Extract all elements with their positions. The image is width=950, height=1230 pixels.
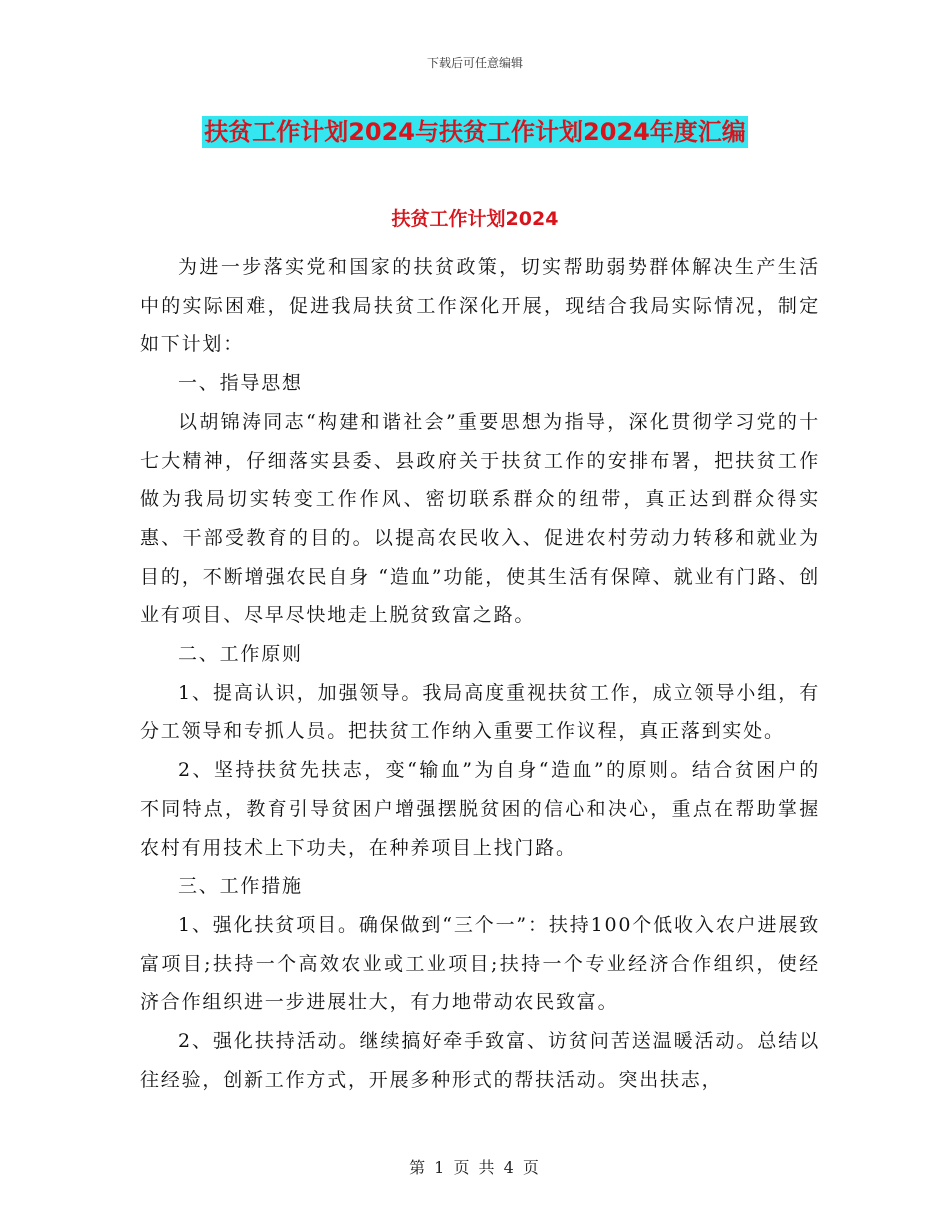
paragraph: 1、强化扶贫项目。确保做到“三个一”：扶持100个低收入农户进展致富项目;扶持一个高效农业或工业项目;扶持一个专业经济合作组织，使经济合作组织进一步进展壮大，有力地带动农民致富。 — [140, 913, 820, 1014]
paragraph: 以胡锦涛同志“构建和谐社会”重要思想为指导，深化贯彻学习党的十七大精神，仔细落实县委、县政府关于扶贫工作的安排布署，把扶贫工作做为我局切实转变工作作风、密切联系群众的纽带，真正达到群众得实惠、干部受教育的目的。以提高农民收入、促进农村劳动力转移和就业为目的，不断增强农民自身 “造血”功能，使其生活有保障、就业有门路、创业有项目、尽早尽快地走上脱贫致富之路。 — [140, 410, 820, 627]
paragraph: 2、强化扶持活动。继续搞好牵手致富、访贫问苦送温暖活动。总结以往经验，创新工作方式，开展多种形式的帮扶活动。突出扶志， — [140, 1030, 820, 1091]
paragraph: 2、坚持扶贫先扶志，变“输血”为自身“造血”的原则。结合贫困户的不同特点，教育引导贫困户增强摆脱贫困的信心和决心，重点在帮助掌握农村有用技术上下功夫，在种养项目上找门路。 — [140, 759, 820, 859]
document-title-text: 扶贫工作计划2024与扶贫工作计划2024年度汇编 — [204, 118, 746, 146]
document-body — [140, 248, 820, 1099]
section-heading: 一、指导思想 — [178, 372, 303, 395]
section-heading: 三、工作措施 — [178, 875, 303, 898]
header-note: 下载后可任意编辑 — [426, 56, 523, 70]
document-title — [0, 112, 950, 147]
page-number: 第 1 页 共 4 页 — [409, 1158, 541, 1177]
section-heading: 二、工作原则 — [178, 643, 303, 666]
paragraph: 为进一步落实党和国家的扶贫政策，切实帮助弱势群体解决生产生活中的实际困难，促进我局扶贫工作深化开展，现结合我局实际情况，制定如下计划： — [140, 256, 820, 356]
paragraph: 1、提高认识，加强领导。我局高度重视扶贫工作，成立领导小组，有分工领导和专抓人员。把扶贫工作纳入重要工作议程，真正落到实处。 — [140, 681, 820, 743]
section-title: 扶贫工作计划2024 — [391, 208, 559, 230]
